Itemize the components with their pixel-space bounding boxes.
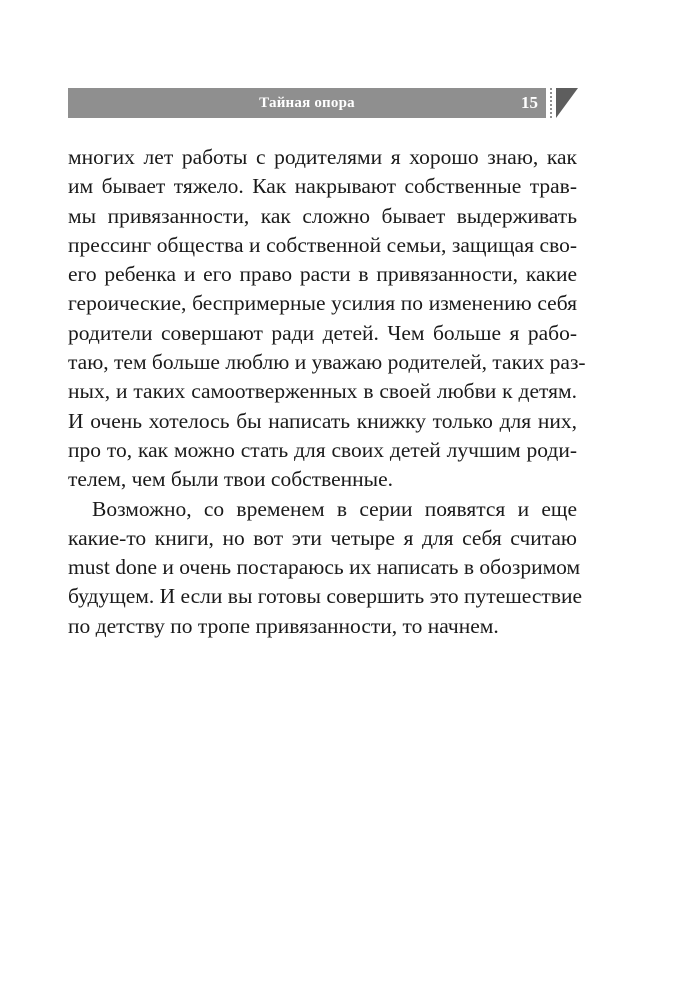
- text-line: про то, как можно стать для своих детей лучшим роди-: [68, 437, 577, 462]
- text-line: телем, чем были твои собственные.: [68, 467, 394, 492]
- text-line: must done и очень постараюсь их написать в обозримом: [68, 555, 581, 580]
- text-line: им бывает тяжело. Как накрывают собственные трав-: [68, 174, 577, 199]
- body-text: [68, 143, 586, 641]
- paragraph-2: [68, 495, 583, 641]
- text-line: ных, и таких самоотверженных в своей любви к детям.: [68, 379, 577, 404]
- text-line: таю, тем больше люблю и уважаю родителей, таких раз-: [68, 350, 586, 375]
- text-line: мы привязанности, как сложно бывает выдерживать: [68, 203, 577, 228]
- text-line: многих лет работы с родителями я хорошо знаю, как: [68, 145, 577, 169]
- text-line: героические, беспримерные усилия по изменению себя: [68, 291, 577, 316]
- header-dotted-divider: [550, 88, 552, 118]
- text-line: И очень хотелось бы написать книжку только для них,: [68, 408, 577, 433]
- page-corner-tab-icon: [556, 88, 578, 120]
- paragraph-1: [68, 143, 586, 495]
- text-line: его ребенка и его право расти в привязанности, какие: [68, 262, 577, 287]
- text-line: родители совершают ради детей. Чем больше я рабо-: [68, 320, 577, 345]
- text-line: прессинг общества и собственной семьи, защищая сво-: [68, 232, 577, 257]
- text-line: какие-то книги, но вот эти четыре я для себя считаю: [68, 525, 577, 550]
- text-line: Возможно, со временем в серии появятся и еще: [92, 496, 577, 521]
- page-number: 15: [521, 93, 538, 112]
- running-header-bar: [68, 88, 546, 118]
- text-line: будущем. И если вы готовы совершить это путешествие: [68, 584, 583, 609]
- text-line: по детству по тропе привязанности, то начнем.: [68, 613, 499, 638]
- running-header-title: Тайная опора: [259, 95, 355, 111]
